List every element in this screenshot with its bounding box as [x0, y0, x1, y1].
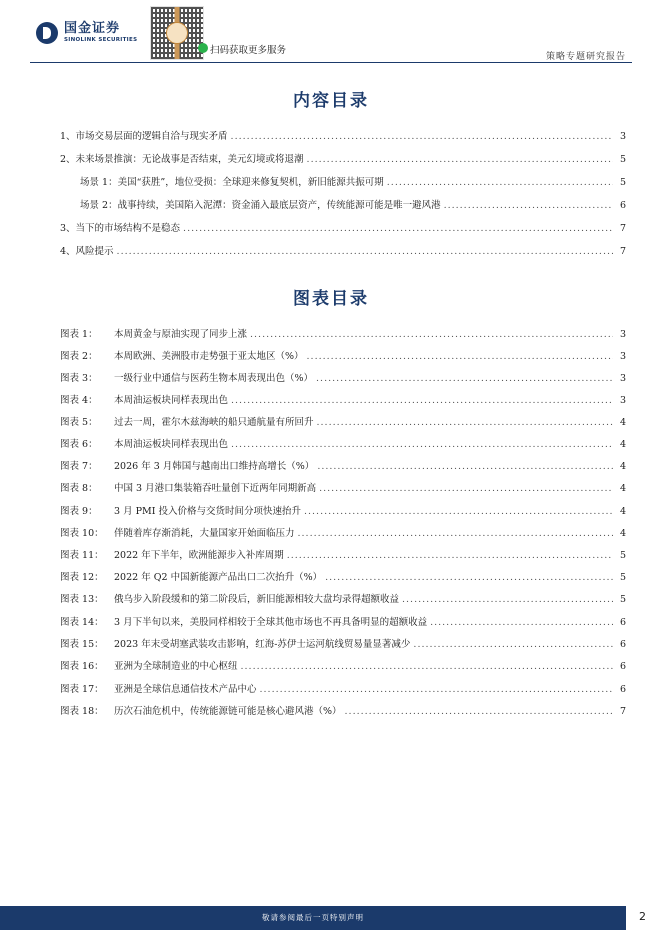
- figure-caption: 3 月 PMI 投入价格与交货时间分项快速抬升: [114, 506, 301, 517]
- toc-leader-dots: [325, 572, 613, 583]
- logo-name-en: SINOLINK SECURITIES: [64, 37, 138, 43]
- toc-leader-dots: [183, 223, 613, 234]
- figure-caption: 俄乌步入阶段缓和的第二阶段后，新旧能源相较大盘均录得超额收益: [114, 594, 400, 605]
- toc-item-page: 5: [619, 177, 626, 188]
- toc-subitem[interactable]: [80, 174, 626, 188]
- contents-title: 内容目录: [293, 91, 369, 111]
- figure-label: 图表 2：: [60, 351, 98, 362]
- figure-toc-item[interactable]: [60, 392, 626, 406]
- toc-leader-dots: [430, 617, 613, 628]
- figure-caption: 伴随着库存渐消耗，大量国家开始面临压力: [114, 528, 295, 539]
- figure-caption: 本周黄金与原油实现了同步上涨: [114, 329, 248, 340]
- figure-caption: 本周油运板块同样表现出色: [114, 439, 229, 450]
- figure-page: 3: [619, 373, 626, 384]
- figure-toc-entry: [60, 458, 314, 472]
- figure-caption: 2022 年下半年，欧洲能源步入补库周期: [114, 550, 284, 561]
- toc-leader-dots: [298, 528, 613, 539]
- figure-caption: 中国 3 月港口集装箱吞吐量创下近两年同期新高: [114, 483, 317, 494]
- figure-page: 3: [619, 395, 626, 406]
- wechat-icon: [198, 43, 208, 53]
- toc-subitem[interactable]: [80, 197, 626, 211]
- figure-toc-item[interactable]: [60, 547, 626, 561]
- figure-toc-item[interactable]: [60, 658, 626, 672]
- toc-item-page: 7: [619, 223, 626, 234]
- toc-item-page: 5: [619, 154, 626, 165]
- figure-label: 图表 8：: [60, 483, 98, 494]
- figure-caption: 2022 年 Q2 中国新能源产品出口二次抬升（%）: [114, 572, 323, 583]
- figure-page: 4: [619, 417, 626, 428]
- figure-caption: 一级行业中通信与医药生物本周表现出色（%）: [114, 373, 314, 384]
- toc-leader-dots: [117, 246, 613, 257]
- figure-caption: 亚洲是全球信息通信技术产品中心: [114, 684, 257, 695]
- figure-toc-entry: [60, 525, 295, 539]
- figure-toc-item[interactable]: [60, 614, 626, 628]
- toc-leader-dots: [387, 177, 613, 188]
- toc-leader-dots: [287, 550, 613, 561]
- figure-toc-item[interactable]: [60, 480, 626, 494]
- toc-item-page: 3: [619, 131, 626, 142]
- toc-leader-dots: [317, 461, 613, 472]
- figure-page: 6: [619, 661, 626, 672]
- figure-toc-item[interactable]: [60, 525, 626, 539]
- figure-toc-entry: [60, 326, 247, 340]
- footer-disclaimer: 敬请参阅最后一页特别声明: [262, 913, 364, 922]
- figure-label: 图表 17：: [60, 684, 104, 695]
- figure-caption: 亚洲为全球制造业的中心枢纽: [114, 661, 238, 672]
- report-type: 策略专题研究报告: [545, 52, 626, 62]
- page-number: 2: [639, 910, 646, 923]
- toc-leader-dots: [317, 417, 613, 428]
- figure-label: 图表 9：: [60, 506, 98, 517]
- toc-item-text: 3、当下的市场结构不是稳态: [60, 223, 181, 234]
- figure-page: 4: [619, 528, 626, 539]
- figure-page: 5: [619, 550, 626, 561]
- figure-toc-entry: [60, 392, 228, 406]
- toc-leader-dots: [304, 506, 613, 517]
- logo-name-cn: 国金证券: [64, 21, 121, 36]
- figure-page: 5: [619, 572, 626, 583]
- figure-toc-item[interactable]: [60, 414, 626, 428]
- toc-leader-dots: [241, 661, 613, 672]
- toc-leader-dots: [345, 706, 613, 717]
- toc-item-page: 6: [619, 200, 626, 211]
- figure-page: 4: [619, 483, 626, 494]
- page-header: [0, 0, 662, 70]
- toc-leader-dots: [319, 483, 613, 494]
- figure-label: 图表 10：: [60, 528, 104, 539]
- figure-toc-entry: [60, 569, 322, 583]
- figure-caption: 本周欧洲、美洲股市走势强于亚太地区（%）: [114, 351, 304, 362]
- figure-label: 图表 16：: [60, 661, 104, 672]
- toc-leader-dots: [231, 439, 613, 450]
- figure-toc-entry: [60, 591, 399, 605]
- figure-toc-item[interactable]: [60, 458, 626, 472]
- toc-item-text: 4、风险提示: [60, 246, 114, 257]
- figure-page: 4: [619, 461, 626, 472]
- qr-caption: 扫码获取更多服务: [210, 45, 287, 56]
- figure-toc-entry: [60, 414, 314, 428]
- figure-caption: 历次石油危机中，传统能源链可能是核心避风港（%）: [114, 706, 342, 717]
- figure-toc-item[interactable]: [60, 703, 626, 717]
- figure-page: 6: [619, 639, 626, 650]
- header-divider: [30, 62, 632, 63]
- toc-item[interactable]: [60, 220, 626, 234]
- figure-toc-entry: [60, 503, 301, 517]
- figure-page: 7: [619, 706, 626, 717]
- figure-toc-item[interactable]: [60, 503, 626, 517]
- figure-label: 图表 11：: [60, 550, 104, 561]
- figure-toc-item[interactable]: [60, 326, 626, 340]
- figure-page: 4: [619, 506, 626, 517]
- toc-leader-dots: [231, 395, 613, 406]
- figure-toc-entry: [60, 480, 316, 494]
- figure-page: 6: [619, 617, 626, 628]
- figure-caption: 本周油运板块同样表现出色: [114, 395, 229, 406]
- figure-label: 图表 1：: [60, 329, 98, 340]
- figure-label: 图表 6：: [60, 439, 98, 450]
- toc-leader-dots: [307, 154, 613, 165]
- figure-toc-entry: [60, 681, 257, 695]
- figure-caption: 过去一周，霍尔木兹海峡的船只通航量有所回升: [114, 417, 314, 428]
- company-logo: [36, 22, 137, 44]
- qr-center-logo-icon: [166, 22, 188, 44]
- figure-label: 图表 12：: [60, 572, 104, 583]
- toc-leader-dots: [231, 131, 613, 142]
- toc-item-page: 7: [619, 246, 626, 257]
- figure-label: 图表 5：: [60, 417, 98, 428]
- toc-leader-dots: [413, 639, 613, 650]
- figure-toc-entry: [60, 370, 313, 384]
- figure-toc-entry: [60, 547, 284, 561]
- toc-leader-dots: [444, 200, 613, 211]
- figure-label: 图表 7：: [60, 461, 98, 472]
- figure-label: 图表 3：: [60, 373, 98, 384]
- toc-item[interactable]: [60, 151, 626, 165]
- figure-toc-entry: [60, 348, 304, 362]
- figure-page: 6: [619, 684, 626, 695]
- figure-toc-item[interactable]: [60, 591, 626, 605]
- toc-item-text: 1、市场交易层面的逻辑自洽与现实矛盾: [60, 131, 228, 142]
- figure-toc-item[interactable]: [60, 569, 626, 583]
- figure-caption: 3 月下半旬以来，美股同样相较于全球其他市场也不再具备明显的超额收益: [114, 617, 428, 628]
- figure-caption: 2023 年末受胡塞武装攻击影响，红海-苏伊士运河航线贸易量显著减少: [114, 639, 411, 650]
- figure-toc-item[interactable]: [60, 370, 626, 384]
- figure-toc-item[interactable]: [60, 636, 626, 650]
- figure-toc-entry: [60, 658, 238, 672]
- figures-title: 图表目录: [293, 289, 369, 309]
- figure-toc-entry: [60, 436, 228, 450]
- figure-label: 图表 13：: [60, 594, 104, 605]
- toc-item[interactable]: [60, 243, 626, 257]
- figure-page: 4: [619, 439, 626, 450]
- figure-label: 图表 18：: [60, 706, 104, 717]
- figure-toc-entry: [60, 703, 342, 717]
- toc-item-text: 场景 1：美国“获胜”，地位受损：全球迎来修复契机，新旧能源共振可期: [80, 177, 384, 188]
- toc-item-text: 场景 2：战事持续，美国陷入泥潭：资金涌入最底层资产，传统能源可能是唯一避风港: [80, 200, 441, 211]
- figure-toc-entry: [60, 614, 427, 628]
- figure-toc-item[interactable]: [60, 681, 626, 695]
- toc-leader-dots: [402, 594, 613, 605]
- toc-leader-dots: [250, 329, 613, 340]
- toc-leader-dots: [307, 351, 613, 362]
- toc-leader-dots: [316, 373, 613, 384]
- figure-caption: 2026 年 3 月韩国与越南出口维持高增长（%）: [114, 461, 315, 472]
- figure-toc-item[interactable]: [60, 348, 626, 362]
- figure-toc-item[interactable]: [60, 436, 626, 450]
- figure-toc-entry: [60, 636, 410, 650]
- logo-icon: [36, 22, 58, 44]
- toc-item-text: 2、未来场景推演：无论战事是否结束，美元幻境或将退潮: [60, 154, 304, 165]
- figure-page: 5: [619, 594, 626, 605]
- figure-page: 3: [619, 351, 626, 362]
- toc-leader-dots: [260, 684, 613, 695]
- figure-label: 图表 4：: [60, 395, 98, 406]
- toc-item[interactable]: [60, 128, 626, 142]
- figure-label: 图表 14：: [60, 617, 104, 628]
- figure-page: 3: [619, 329, 626, 340]
- figure-label: 图表 15：: [60, 639, 104, 650]
